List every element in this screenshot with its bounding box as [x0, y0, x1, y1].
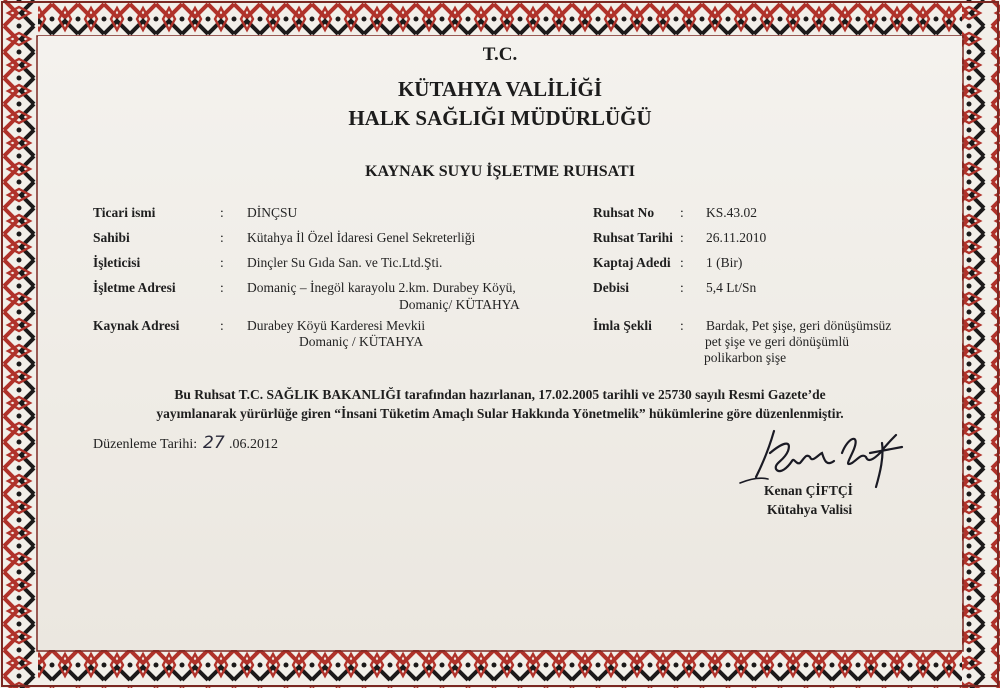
- field-label-license-no: Ruhsat No: [593, 205, 655, 220]
- issue-date-rest: .06.2012: [229, 437, 278, 452]
- field-value-trade-name: DİNÇSU: [247, 205, 298, 220]
- field-separator: :: [220, 230, 224, 245]
- field-separator: :: [220, 205, 224, 220]
- field-separator: :: [680, 280, 684, 295]
- decree-line-2: yayımlanarak yürürlüğe giren “İnsani Tüketim Amaçlı Sular Hakkında Yönetmelik” hükümlerine göre düzenlenmiştir.: [156, 406, 844, 421]
- field-value-source-address-line2: Domaniç / KÜTAHYA: [299, 334, 424, 349]
- header-department: HALK SAĞLIĞI MÜDÜRLÜĞÜ: [348, 106, 652, 130]
- field-value-flow-rate: 5,4 Lt/Sn: [706, 280, 757, 295]
- field-separator: :: [220, 318, 224, 333]
- field-label-trade-name: Ticari ismi: [93, 205, 156, 220]
- field-separator: :: [220, 255, 224, 270]
- field-value-operator: Dinçler Su Gıda San. ve Tic.Ltd.Şti.: [247, 255, 443, 270]
- field-label-license-date: Ruhsat Tarihi: [593, 230, 673, 245]
- decree-line-1: Bu Ruhsat T.C. SAĞLIK BAKANLIĞI tarafından hazırlanan, 17.02.2005 tarihli ve 25730 sayılı Resmi Gazete’de: [174, 387, 826, 402]
- signatory-name: Kenan ÇİFTÇİ: [764, 483, 853, 498]
- document-title: KAYNAK SUYU İŞLETME RUHSATI: [365, 163, 635, 180]
- field-label-operator: İşleticisi: [93, 255, 141, 270]
- issue-date-label: Düzenleme Tarihi:: [93, 437, 198, 452]
- field-label-flow-rate: Debisi: [593, 280, 630, 295]
- field-separator: :: [680, 230, 684, 245]
- field-separator: :: [220, 280, 224, 295]
- signatory-title: Kütahya Valisi: [767, 502, 853, 517]
- field-value-license-no: KS.43.02: [706, 205, 758, 220]
- field-value-operation-address: Domaniç – İnegöl karayolu 2.km. Durabey Köyü,: [247, 280, 516, 295]
- field-separator: :: [680, 255, 684, 270]
- field-value-capture-count: 1 (Bir): [706, 255, 743, 270]
- header-governorship: KÜTAHYA VALİLİĞİ: [397, 77, 603, 101]
- field-value-source-address: Durabey Köyü Karderesi Mevkii: [247, 318, 426, 333]
- header-tc: T.C.: [482, 44, 518, 65]
- field-label-source-address: Kaynak Adresi: [93, 318, 180, 333]
- field-separator: :: [680, 318, 684, 333]
- field-value-filling-type-line2: pet şişe ve geri dönüşümlü: [705, 334, 849, 349]
- field-label-filling-type: İmla Şekli: [593, 318, 652, 333]
- field-value-license-date: 26.11.2010: [706, 230, 767, 245]
- field-label-operation-address: İşletme Adresi: [93, 280, 176, 295]
- field-value-filling-type: Bardak, Pet şişe, geri dönüşümsüz: [706, 318, 892, 333]
- field-value-owner: Kütahya İl Özel İdaresi Genel Sekreterliği: [247, 230, 476, 245]
- decree-paragraph: [60, 385, 940, 423]
- field-value-operation-address-line2: Domaniç/ KÜTAHYA: [399, 297, 520, 312]
- issue-date-day-handwritten: 27: [203, 433, 225, 453]
- field-label-capture-count: Kaptaj Adedi: [593, 255, 671, 270]
- field-value-filling-type-line3: polikarbon şişe: [704, 350, 787, 365]
- field-separator: :: [680, 205, 684, 220]
- field-label-owner: Sahibi: [93, 230, 130, 245]
